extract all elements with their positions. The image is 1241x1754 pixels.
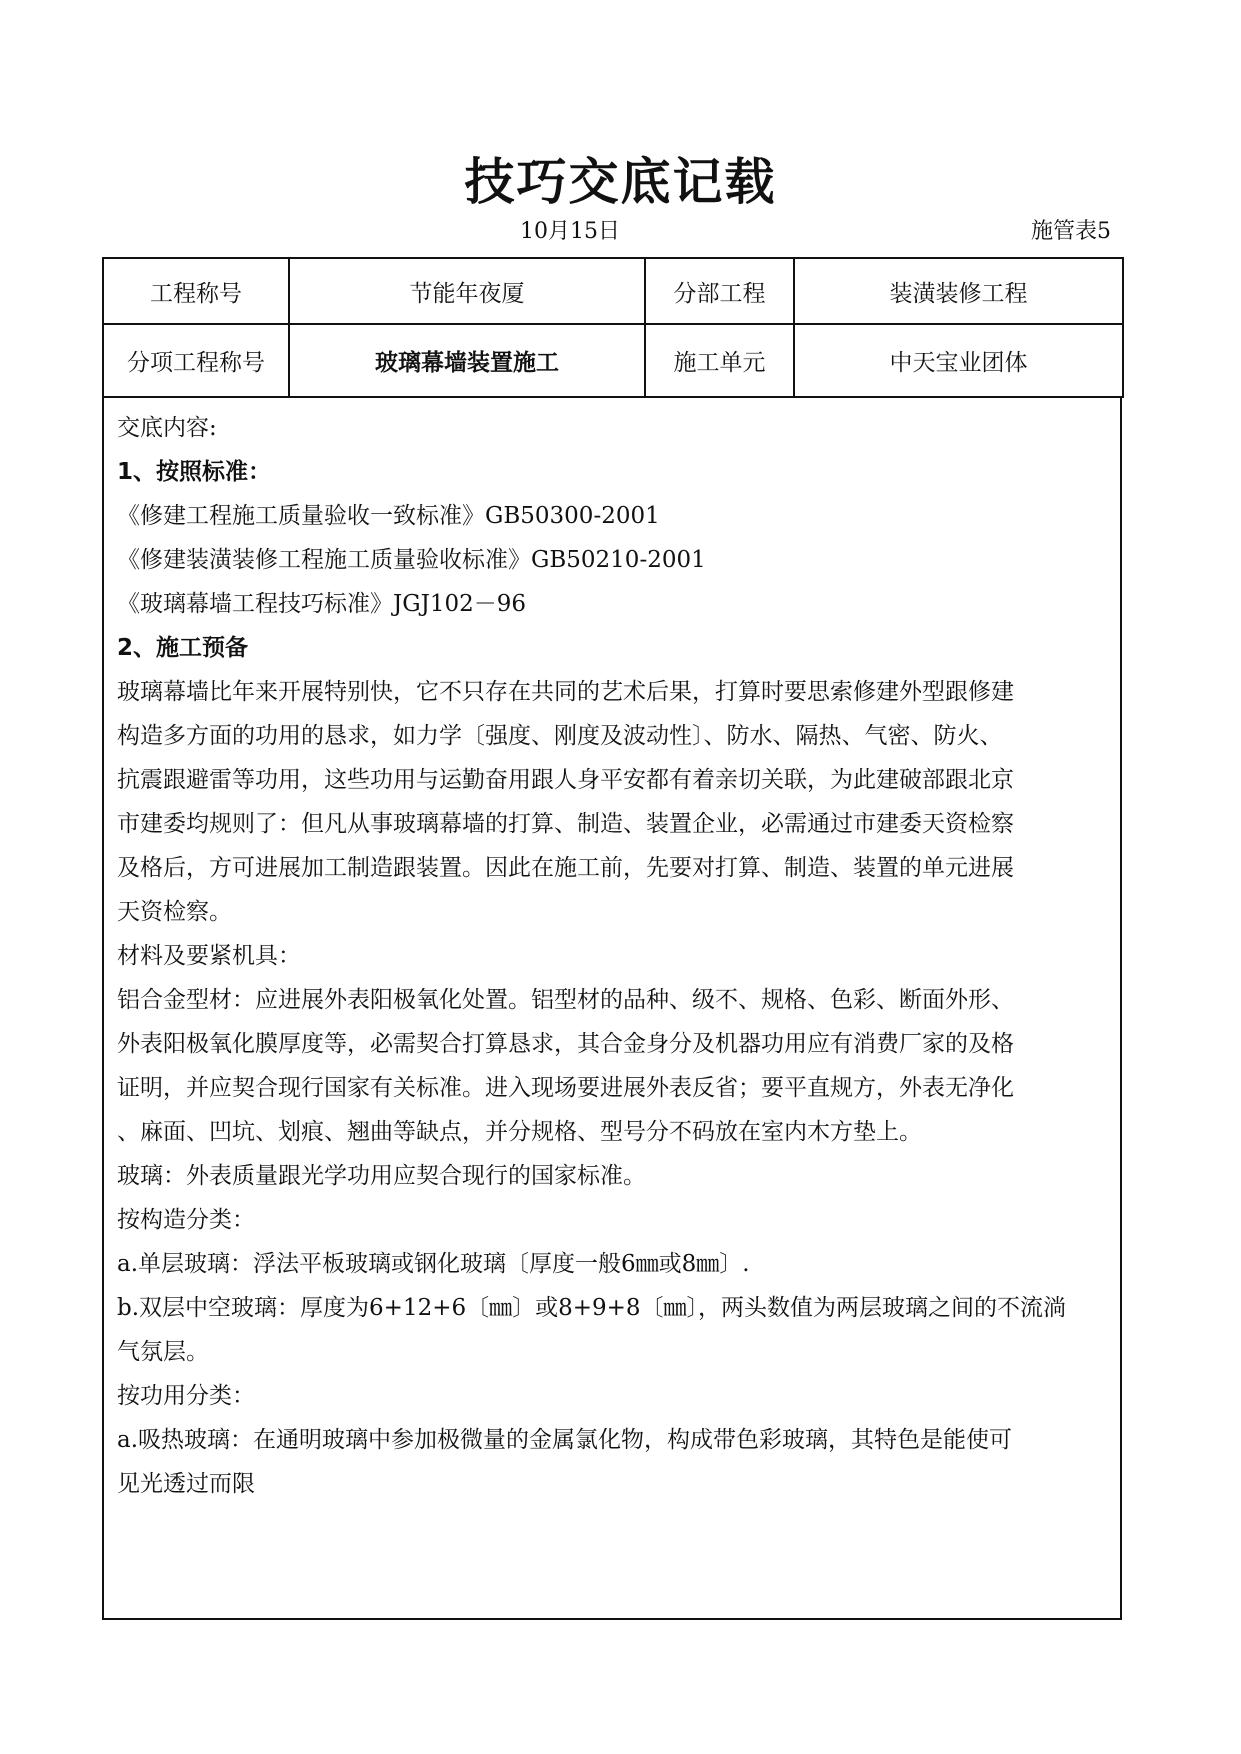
standard-reference: 《玻璃幕墙工程技巧标准》JGJ102－96 xyxy=(117,591,526,617)
disclosure-content xyxy=(102,397,1122,1620)
paragraph-line: 市建委均规则了：但凡从事玻璃幕墙的打算、制造、装置企业，必需通过市建委天资检察 xyxy=(117,811,1014,837)
header-row xyxy=(103,258,1123,324)
form-number: 施管表5 xyxy=(1031,219,1111,244)
record-date: 10月15日 xyxy=(520,219,620,244)
paragraph-line: 玻璃幕墙比年来开展特别快，它不只存在共同的艺术后果，打算时要思索修建外型跟修建 xyxy=(117,679,1014,705)
item-name-label: 分项工程称号 xyxy=(103,324,289,397)
paragraph-line: 及格后，方可进展加工制造跟装置。因此在施工前，先要对打算、制造、装置的单元进展 xyxy=(117,855,1014,881)
paragraph-line: b.双层中空玻璃：厚度为6+12+6〔㎜〕或8+9+8〔㎜〕，两头数值为两层玻璃之间的不流淌 xyxy=(117,1295,1067,1321)
paragraph-line: 材料及要紧机具： xyxy=(117,943,301,969)
paragraph-line: 气氛层。 xyxy=(117,1339,209,1365)
section-heading-preparation: 2、施工预备 xyxy=(117,635,249,661)
header-row xyxy=(103,324,1123,397)
paragraph-line: 证明，并应契合现行国家有关标准。进入现场要进展外表反省；要平直规方，外表无净化 xyxy=(117,1075,1014,1101)
paragraph-line: 、麻面、凹坑、划痕、翘曲等缺点，并分规格、型号分不码放在室内木方垫上。 xyxy=(117,1119,922,1145)
paragraph-line: a.单层玻璃：浮法平板玻璃或钢化玻璃〔厚度一般6㎜或8㎜〕. xyxy=(117,1251,750,1277)
construction-unit-value: 中天宝业团体 xyxy=(794,324,1123,397)
item-name-value: 玻璃幕墙装置施工 xyxy=(289,324,645,397)
sub-project-label: 分部工程 xyxy=(645,258,794,324)
paragraph-line: 见光透过而限 xyxy=(117,1471,255,1497)
document-title: 技巧交底记载 xyxy=(464,153,777,211)
paragraph-line: 玻璃：外表质量跟光学功用应契合现行的国家标准。 xyxy=(117,1163,646,1189)
construction-unit-label: 施工单元 xyxy=(645,324,794,397)
paragraph-line: a.吸热玻璃：在通明玻璃中参加极微量的金属氯化物，构成带色彩玻璃，其特色是能使可 xyxy=(117,1427,1013,1453)
section-heading-standards: 1、按照标准： xyxy=(117,459,272,485)
project-name-label: 工程称号 xyxy=(103,258,289,324)
paragraph-line: 按功用分类： xyxy=(117,1383,255,1409)
paragraph-line: 按构造分类： xyxy=(117,1207,255,1233)
paragraph-line: 构造多方面的功用的恳求，如力学〔强度、刚度及波动性〕、防水、隔热、气密、防火、 xyxy=(117,723,1003,749)
header-table xyxy=(102,257,1124,398)
project-name-value: 节能年夜厦 xyxy=(289,258,645,324)
paragraph-line: 外表阳极氧化膜厚度等，必需契合打算恳求，其合金身分及机器功用应有消费厂家的及格 xyxy=(117,1031,1014,1057)
paragraph-line: 抗震跟避雷等功用，这些功用与运勤奋用跟人身平安都有着亲切关联，为此建破部跟北京 xyxy=(117,767,1014,793)
content-label: 交底内容: xyxy=(117,415,217,441)
paragraph-line: 铝合金型材：应进展外表阳极氧化处置。铝型材的品种、级不、规格、色彩、断面外形、 xyxy=(117,987,1014,1013)
standard-reference: 《修建装潢装修工程施工质量验收标准》GB50210-2001 xyxy=(117,547,706,573)
sub-project-value: 装潢装修工程 xyxy=(794,258,1123,324)
paragraph-line: 天资检察。 xyxy=(117,899,232,925)
standard-reference: 《修建工程施工质量验收一致标准》GB50300-2001 xyxy=(117,503,660,529)
